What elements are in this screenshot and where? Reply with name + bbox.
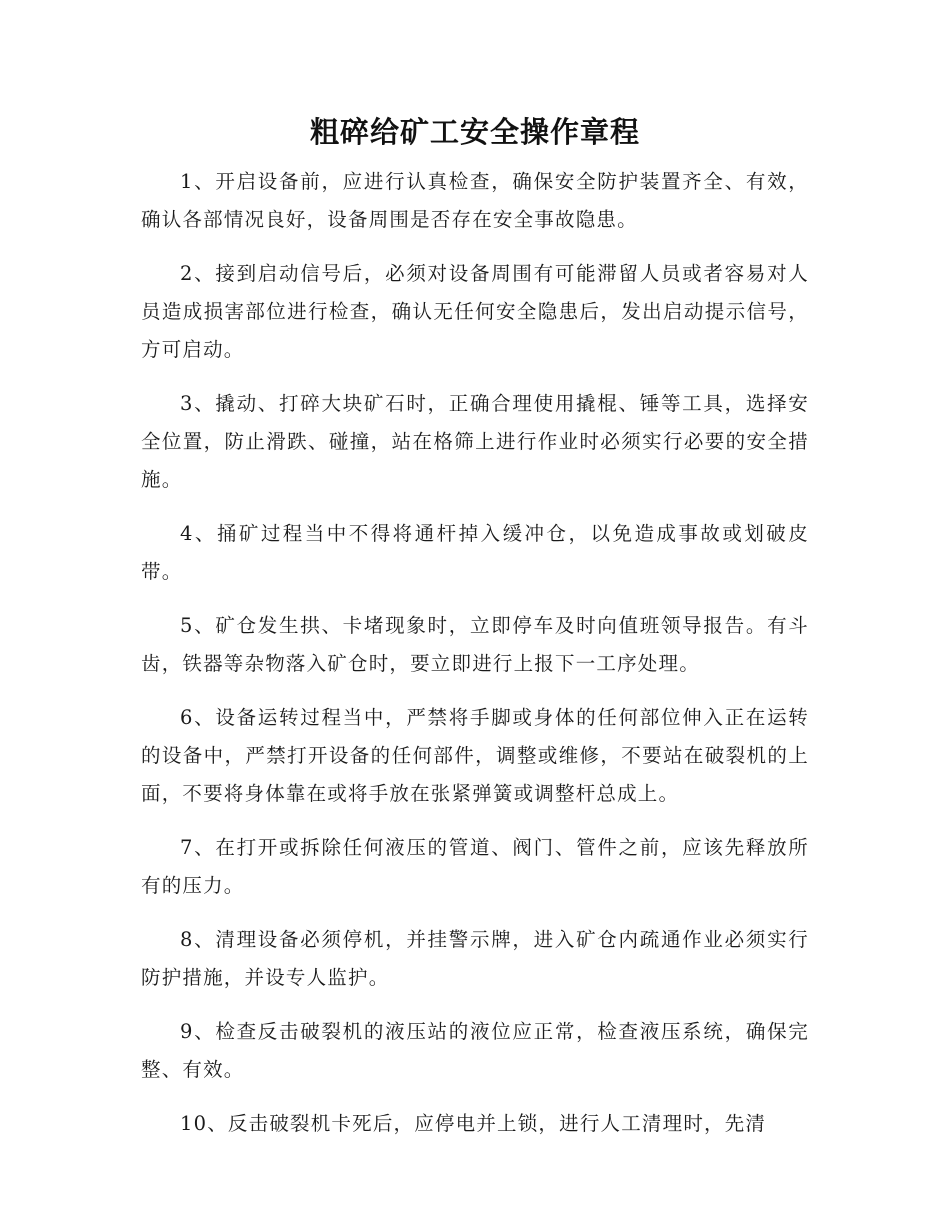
paragraph-10: 10、反击破裂机卡死后，应停电并上锁，进行人工清理时，先清: [180, 1112, 767, 1135]
paragraph-9: 9、检查反击破裂机的液压站的液位应正常，检查液压系统，确保完整、有效。: [141, 1020, 809, 1081]
paragraph-1: 1、开启设备前，应进行认真检查，确保安全防护装置齐全、有效，确认各部情况良好，设备周围是否存在安全事故隐患。: [141, 170, 809, 231]
paragraph-3: 3、撬动、打碎大块矿石时，正确合理使用撬棍、锤等工具，选择安全位置，防止滑跌、碰撞，站在格筛上进行作业时必须实行必要的安全措施。: [141, 392, 809, 491]
paragraph-2: 2、接到启动信号后，必须对设备周围有可能滞留人员或者容易对人员造成损害部位进行检查，确认无任何安全隐患后，发出启动提示信号，方可启动。: [141, 262, 809, 361]
paragraph-4: 4、捅矿过程当中不得将通杆掉入缓冲仓，以免造成事故或划破皮带。: [141, 522, 809, 583]
document-body: [141, 163, 809, 1159]
document-title: 粗碎给矿工安全操作章程: [309, 115, 640, 149]
paragraph-7: 7、在打开或拆除任何液压的管道、阀门、管件之前，应该先释放所有的压力。: [141, 836, 809, 897]
paragraph-5: 5、矿仓发生拱、卡堵现象时，立即停车及时向值班领导报告。有斗齿，铁器等杂物落入矿仓时，要立即进行上报下一工序处理。: [141, 614, 809, 675]
paragraph-8: 8、清理设备必须停机，并挂警示牌，进入矿仓内疏通作业必须实行防护措施，并设专人监护。: [141, 928, 809, 989]
paragraph-6: 6、设备运转过程当中，严禁将手脚或身体的任何部位伸入正在运转的设备中，严禁打开设备的任何部件，调整或维修，不要站在破裂机的上面，不要将身体靠在或将手放在张紧弹簧或调整杆总成上。: [141, 706, 809, 805]
